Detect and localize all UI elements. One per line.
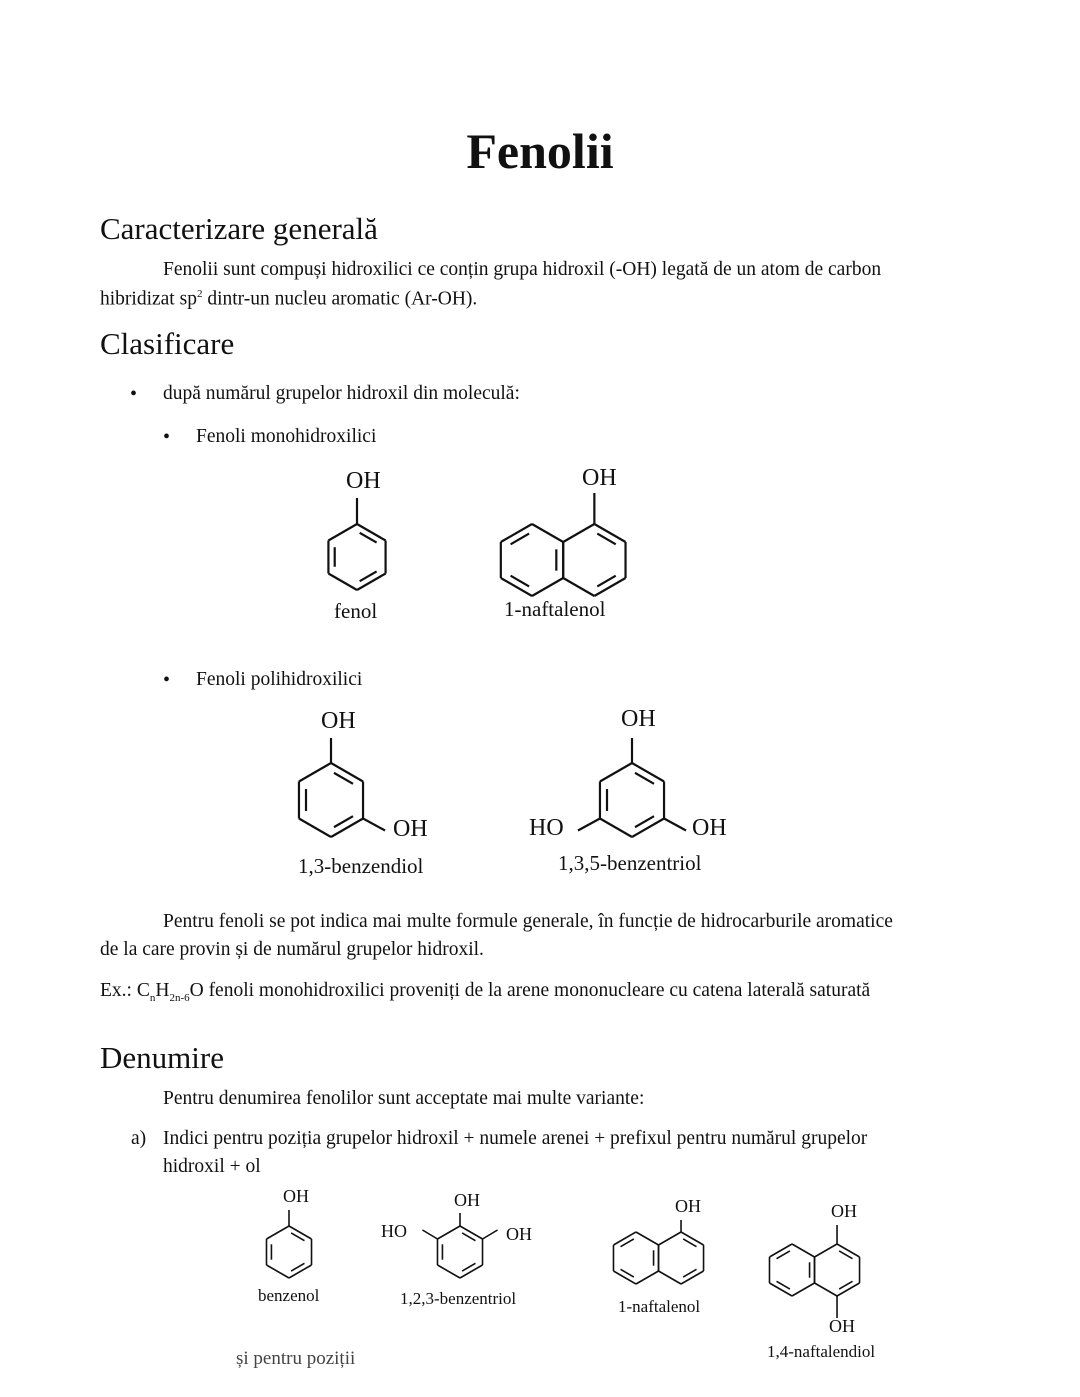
text: O fenoli monohidroxilici proveniți de la arene mononucleare cu catena laterală saturată [189, 980, 871, 1001]
general-text-line2 [100, 288, 477, 311]
list-item-line1: Indici pentru poziția grupelor hidroxil + numele arenei + prefixul pentru numărul grupelor [163, 1128, 868, 1149]
bond [594, 578, 625, 596]
molecule-label: 1,2,3-benzentriol [400, 1289, 517, 1308]
bond [594, 524, 625, 542]
bond [613, 1232, 636, 1245]
bond [501, 524, 532, 542]
bond [613, 1271, 636, 1284]
bullet-icon: • [130, 383, 138, 405]
cut-off-text [236, 1348, 356, 1369]
bond [299, 763, 331, 782]
molecule-label: benzenol [258, 1286, 320, 1305]
bond [483, 1230, 498, 1239]
bond [659, 1232, 682, 1245]
text: și pentru poziții [236, 1348, 356, 1369]
bullet-text: după numărul grupelor hidroxil din moleculă: [163, 383, 520, 404]
bond [632, 763, 664, 782]
bond [636, 1271, 659, 1284]
molecule-label: 1-naftalenol [504, 597, 606, 621]
list-marker: a) [131, 1128, 147, 1149]
sub-bullet-mono: Fenoli monohidroxilici [196, 426, 377, 447]
bond [792, 1283, 815, 1296]
bond [769, 1283, 792, 1296]
bond [769, 1244, 792, 1257]
molecule-label: fenol [334, 599, 378, 623]
oh-label: OH [829, 1316, 855, 1336]
oh-label: OH [283, 1186, 309, 1206]
bullet-icon: • [163, 426, 171, 448]
subscript: n [149, 991, 156, 1004]
oh-label: OH [582, 465, 617, 491]
bond [357, 524, 386, 541]
bond [299, 819, 331, 838]
bond [532, 578, 563, 596]
example-formula [100, 980, 870, 1004]
bond [563, 578, 594, 596]
bond [578, 819, 600, 831]
molecule-label: 1-naftalenol [618, 1297, 701, 1316]
heading-naming: Denumire [100, 1040, 224, 1075]
oh-label: OH [675, 1196, 701, 1216]
bond [632, 819, 664, 838]
bond [837, 1283, 860, 1296]
text: dintr-un nucleu aromatic (Ar-OH). [202, 288, 478, 310]
bond [289, 1265, 312, 1278]
oh-label: OH [346, 468, 381, 494]
bond [460, 1226, 483, 1239]
text: H [155, 980, 170, 1001]
bond [792, 1244, 815, 1257]
heading-classification: Clasificare [100, 326, 235, 361]
naming-intro: Pentru denumirea fenolilor sunt acceptate mai multe variante: [163, 1088, 645, 1109]
bond [266, 1265, 289, 1278]
text: Ex.: C [100, 980, 150, 1001]
bond [664, 819, 686, 831]
heading-general: Caracterizare generală [100, 211, 378, 246]
sub-bullet-poly: Fenoli polihidroxilici [196, 669, 363, 690]
oh-label: OH [506, 1224, 532, 1244]
bond [266, 1226, 289, 1239]
text: hibridizat sp [100, 288, 197, 310]
superscript: 2 [196, 288, 203, 300]
paragraph-line1: Pentru fenoli se pot indica mai multe formule generale, în funcție de hidrocarburile aromatice [163, 911, 893, 932]
ho-label: HO [529, 815, 564, 841]
bond [659, 1271, 682, 1284]
bond [357, 574, 386, 591]
bullet-icon: • [163, 669, 171, 691]
paragraph-line2: de la care provin și de numărul grupelor hidroxil. [100, 939, 484, 960]
subscript: 2n-6 [169, 991, 190, 1004]
bond [501, 578, 532, 596]
bond [681, 1232, 704, 1245]
bond [328, 524, 357, 541]
bond [460, 1265, 483, 1278]
bond [437, 1265, 460, 1278]
molecule-label: 1,3-benzendiol [298, 854, 424, 878]
bond [532, 524, 563, 542]
bond [437, 1226, 460, 1239]
bond [328, 574, 357, 591]
bond [289, 1226, 312, 1239]
oh-label: OH [692, 815, 727, 841]
bond [600, 819, 632, 838]
oh-label: OH [454, 1190, 480, 1210]
bond [837, 1244, 860, 1257]
bond [422, 1230, 437, 1239]
bond [815, 1244, 838, 1257]
bond [363, 819, 385, 831]
ho-label: HO [381, 1221, 407, 1241]
oh-label: OH [321, 708, 356, 734]
bond [600, 763, 632, 782]
oh-label: OH [831, 1201, 857, 1221]
bond [563, 524, 594, 542]
general-text-line1: Fenolii sunt compuși hidroxilici ce conțin grupa hidroxil (-OH) legată de un atom de carbon [163, 259, 882, 280]
molecule-label: 1,3,5-benzentriol [558, 851, 702, 875]
bond [681, 1271, 704, 1284]
oh-label: OH [393, 816, 428, 842]
molecule-label: 1,4-naftalendiol [767, 1342, 876, 1361]
page-title: Fenolii [466, 123, 614, 179]
bond [331, 819, 363, 838]
bond [331, 763, 363, 782]
list-item-line2: hidroxil + ol [163, 1156, 261, 1177]
bond [815, 1283, 838, 1296]
oh-label: OH [621, 706, 656, 732]
bond [636, 1232, 659, 1245]
